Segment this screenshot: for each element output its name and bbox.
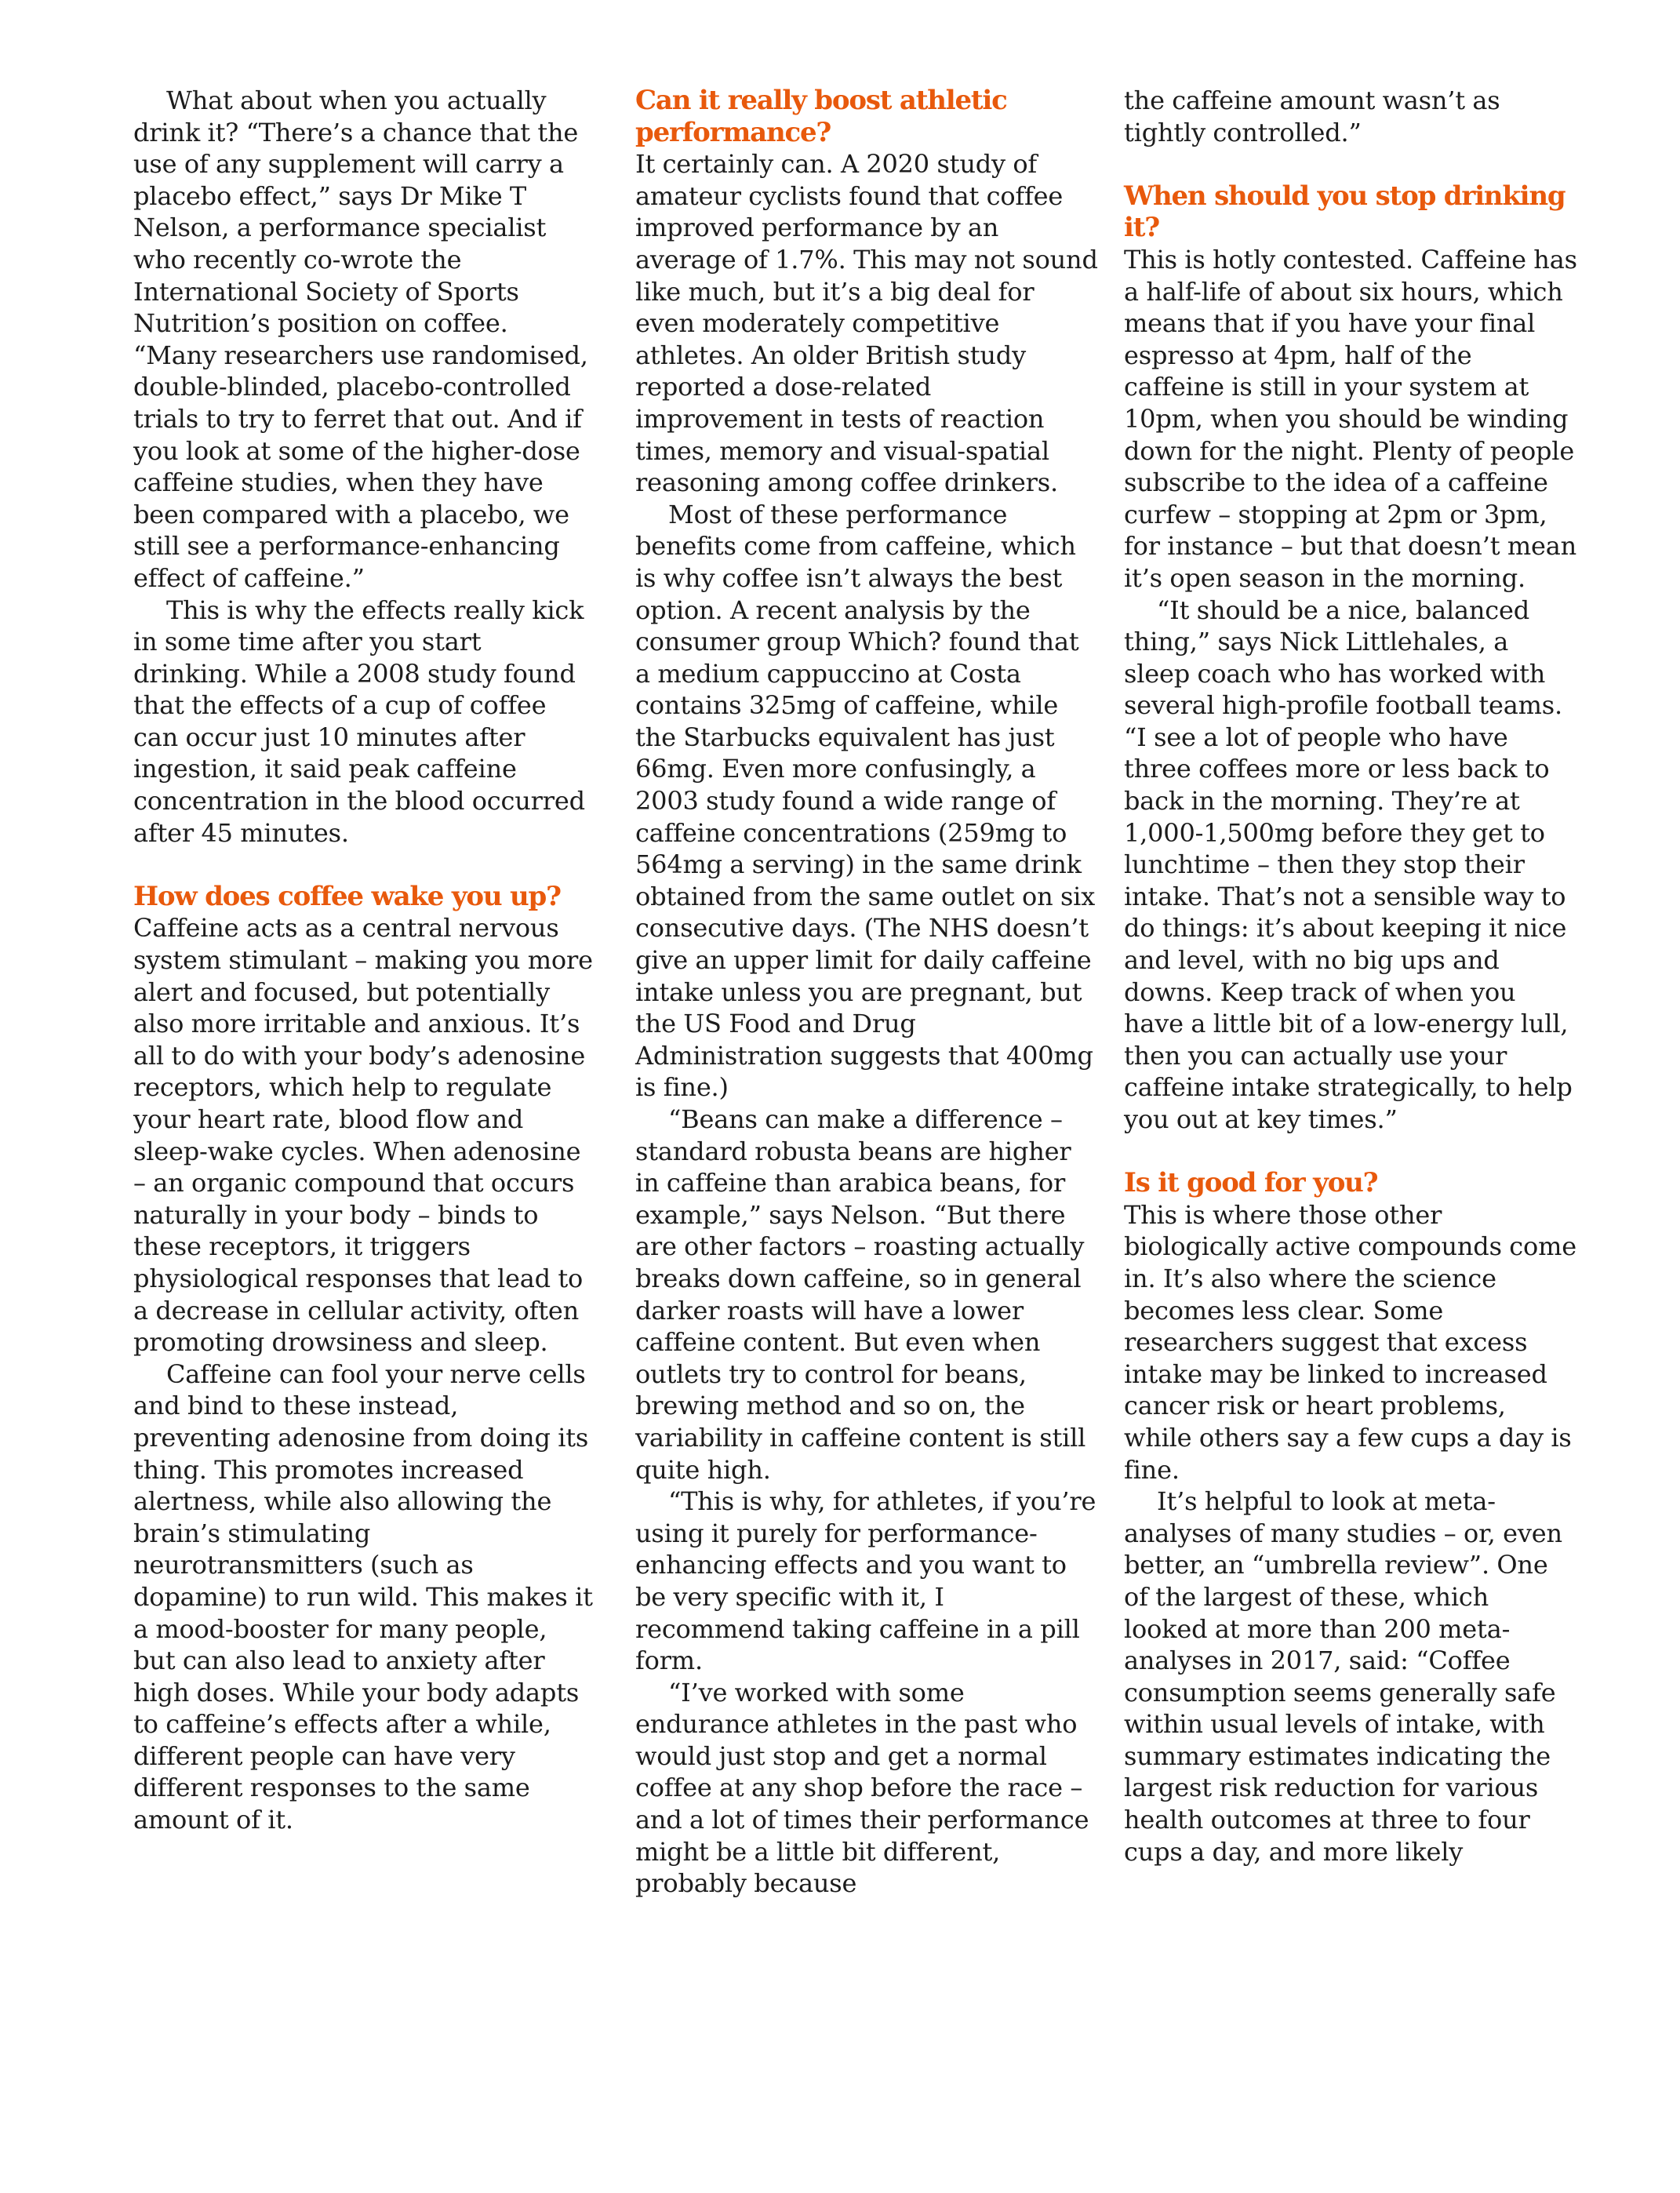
column-3 [1124, 85, 1579, 1868]
paragraph: It certainly can. A 2020 study of amateur cyclists found that coffee improved performance by an average of 1.7%. This may not sound like much, but it’s a big deal for even moderately competitive athletes. An older British study reported a dose-related improvement in tests of reaction times, memory and visual-spatial reasoning among coffee drinkers. [635, 149, 1098, 498]
paragraph: Caffeine can fool your nerve cells and bind to these instead, preventing adenosine from doing its thing. This promotes increased alertness, while also allowing the brain’s stimulating neurotransmitters (such as dopamine) to run wild. This makes it a mood-booster for many people, but can also lead to anxiety after high doses. While your body adapts to caffeine’s effects after a while, different people can have very different responses to the same amount of it. [133, 1358, 593, 1835]
paragraph: “It should be a nice, balanced thing,” says Nick Littlehales, a sleep coach who has worked with several high-profile football teams. “I see a lot of people who have three coffees more or less back to back in the morning. They’re at 1,000-1,500mg before they get to lunchtime – then they stop their intake. That’s not a sensible way to do things: it’s about keeping it nice and level, with no big ups and downs. Keep track of when you have a little bit of a low-energy lull, then you can actually use your caffeine intake strategically, to help you out at key times.” [1124, 595, 1573, 1134]
heading-wake-you-up: How does coffee wake you up? [133, 880, 561, 912]
paragraph: “I’ve worked with some endurance athletes in the past who would just stop and get a normal coffee at any shop before the race – and a lot of times their performance might be a little bit different, probably because [635, 1677, 1089, 1899]
paragraph: It’s helpful to look at meta-analyses of many studies – or, even better, an “umbrella review”. One of the largest of these, which looked at more than 200 meta-analyses in 2017, said: “Coffee consumption seems generally safe within usual levels of intake, with summary estimates indicating the largest risk reduction for various health outcomes at three to four cups a day, and more likely [1124, 1486, 1562, 1867]
heading-good-for-you: Is it good for you? [1124, 1167, 1378, 1199]
paragraph: What about when you actually drink it? “There’s a chance that the use of any supplement will carry a placebo effect,” says Dr Mike T Nelson, a performance specialist who recently co-wrote the International Society of Sports Nutrition’s position on coffee. “Many researchers use randomised, double-blinded, placebo-controlled trials to try to ferret that out. And if you look at some of the higher-dose caffeine studies, when they have been compared with a placebo, we still see a performance-enhancing effect of caffeine.” [133, 85, 588, 593]
paragraph: This is hotly contested. Caffeine has a half-life of about six hours, which means that if you have your final espresso at 4pm, half of the caffeine is still in your system at 10pm, when you should be winding down for the night. Plenty of people subscribe to the idea of a caffeine curfew – stopping at 2pm or 3pm, for instance – but that doesn’t mean it’s open season in the morning. [1124, 244, 1577, 593]
column-1 [133, 85, 596, 1836]
section-gap [1124, 1136, 1579, 1168]
section-gap [1124, 148, 1579, 180]
paragraph: Most of these performance benefits come from caffeine, which is why coffee isn’t always the best option. A recent analysis by the consumer group Which? found that a medium cappuccino at Costa contains 325mg of caffeine, while the Starbucks equivalent has just 66mg. Even more confusingly, a 2003 study found a wide range of caffeine concentrations (259mg to 564mg a serving) in the same drink obtained from the same outlet on six consecutive days. (The NHS doesn’t give an upper limit for daily caffeine intake unless you are pregnant, but the US Food and Drug Administration suggests that 400mg is fine.) [635, 499, 1096, 1103]
column-2 [635, 85, 1098, 1900]
paragraph: Caffeine acts as a central nervous system stimulant – making you more alert and focused, but potentially also more irritable and anxious. It’s all to do with your body’s adenosine receptors, which help to regulate your heart rate, blood flow and sleep-wake cycles. When adenosine – an organic compound that occurs naturally in your body – binds to these receptors, it triggers physiological responses that lead to a decrease in cellular activity, often promoting drowsiness and sleep. [133, 913, 593, 1358]
paragraph: the caffeine amount wasn’t as tightly controlled.” [1124, 85, 1500, 147]
paragraph: “This is why, for athletes, if you’re using it purely for performance-enhancing effects and you want to be very specific with it, I recommend taking caffeine in a pill form. [635, 1486, 1096, 1676]
paragraph: This is where those other biologically active compounds come in. It’s also where the science becomes less clear. Some researchers suggest that excess intake may be linked to increased cancer risk or heart problems, while others say a few cups a day is fine. [1124, 1199, 1576, 1485]
section-gap [133, 849, 596, 881]
heading-when-to-stop: When should you stop drinking it? [1124, 180, 1565, 244]
heading-athletic-performance: Can it really boost athletic performance? [635, 85, 1007, 148]
paragraph: “Beans can make a difference – standard robusta beans are higher in caffeine than arabica beans, for example,” says Nelson. “But there are other factors – roasting actually breaks down caffeine, so in general darker roasts will have a lower caffeine content. But even when outlets try to control for beans, brewing method and so on, the variability in caffeine content is still quite high. [635, 1104, 1086, 1485]
paragraph: This is why the effects really kick in some time after you start drinking. While a 2008 study found that the effects of a cup of coffee can occur just 10 minutes after ingestion, it said peak caffeine concentration in the blood occurred after 45 minutes. [133, 595, 585, 848]
